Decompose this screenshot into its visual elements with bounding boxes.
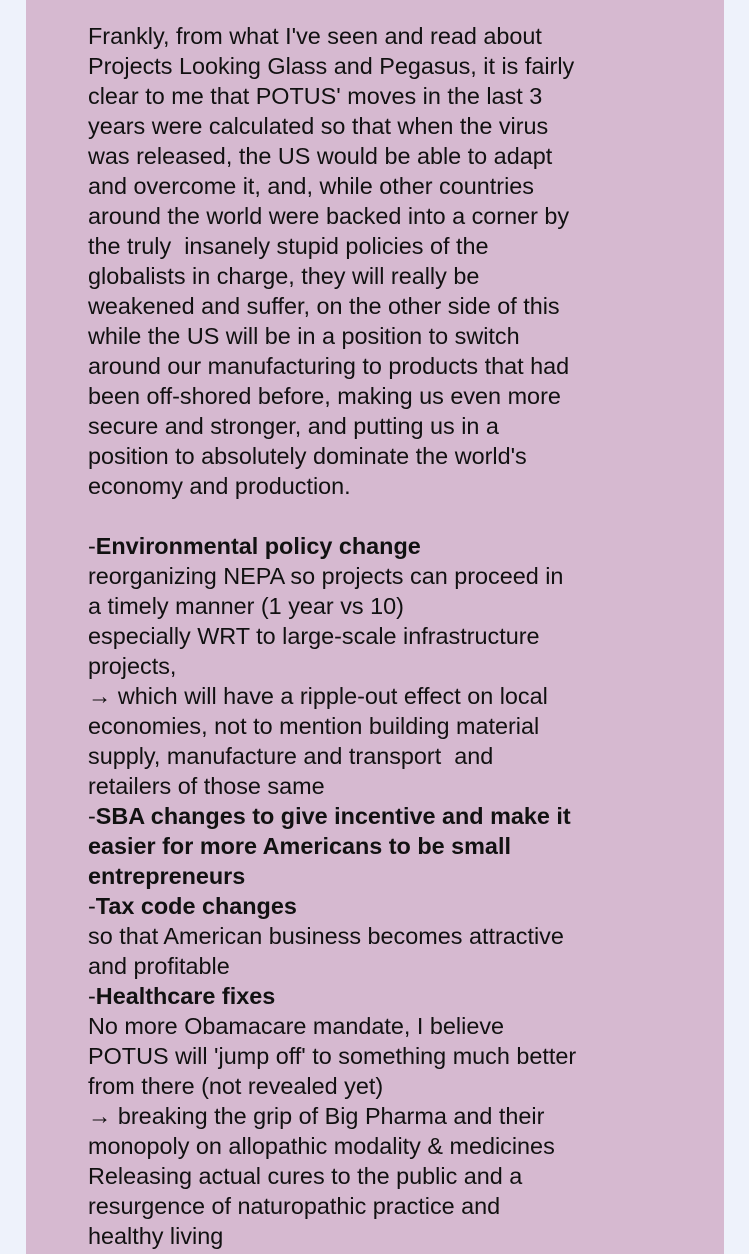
intro-line: Frankly, from what I've seen and read about <box>88 23 542 49</box>
intro-line: was released, the US would be able to adapt <box>88 143 553 169</box>
section-body-line: No more Obamacare mandate, I believe <box>88 1013 505 1039</box>
bullet-dash: - <box>88 983 96 1009</box>
section-body-line: resurgence of naturopathic practice and <box>88 1193 501 1219</box>
intro-line: and overcome it, and, while other countries <box>88 173 534 199</box>
heading-text: Environmental policy change <box>95 533 421 559</box>
section-heading-healthcare <box>88 981 718 1011</box>
bullet-dash: - <box>88 533 96 559</box>
note-text <box>88 21 718 1251</box>
section-body-line: a timely manner (1 year vs 10) <box>88 593 404 619</box>
intro-line: around our manufacturing to products that had <box>88 353 570 379</box>
section-body-line: POTUS will 'jump off' to something much better <box>88 1043 577 1069</box>
note-page <box>26 0 724 1254</box>
heading-text: entrepreneurs <box>88 863 246 889</box>
intro-line: weakened and suffer, on the other side of this <box>88 293 560 319</box>
intro-line: Projects Looking Glass and Pegasus, it is fairly <box>88 53 575 79</box>
heading-text: easier for more Americans to be small <box>88 833 511 859</box>
heading-text: Healthcare fixes <box>95 983 276 1009</box>
section-body-line: and profitable <box>88 953 230 979</box>
intro-line: secure and stronger, and putting us in a <box>88 413 499 439</box>
section-body-line: economies, not to mention building material <box>88 713 540 739</box>
section-body-line: → breaking the grip of Big Pharma and their <box>88 1103 545 1129</box>
section-body-line: → which will have a ripple-out effect on local <box>88 683 548 709</box>
bullet-dash: - <box>88 803 96 829</box>
section-body-line: Releasing actual cures to the public and a <box>88 1163 523 1189</box>
section-body-line: monopoly on allopathic modality & medicines <box>88 1133 555 1159</box>
intro-line: while the US will be in a position to switch <box>88 323 520 349</box>
heading-text: Tax code changes <box>95 893 297 919</box>
intro-line: years were calculated so that when the virus <box>88 113 549 139</box>
section-heading-environmental <box>88 531 718 561</box>
section-body-line: so that American business becomes attractive <box>88 923 564 949</box>
heading-text: SBA changes to give incentive and make it <box>95 803 571 829</box>
section-heading-continued <box>88 831 718 861</box>
section-body-line: projects, <box>88 653 177 679</box>
section-heading-continued <box>88 861 718 891</box>
intro-line: economy and production. <box>88 473 351 499</box>
section-body-line: especially WRT to large-scale infrastructure <box>88 623 540 649</box>
intro-line: globalists in charge, they will really be <box>88 263 480 289</box>
intro-line: clear to me that POTUS' moves in the last 3 <box>88 83 543 109</box>
intro-line: position to absolutely dominate the world's <box>88 443 527 469</box>
section-body-line: healthy living <box>88 1223 224 1249</box>
section-heading-tax <box>88 891 718 921</box>
intro-line: around the world were backed into a corner by <box>88 203 570 229</box>
intro-line: been off-shored before, making us even more <box>88 383 561 409</box>
section-body-line: from there (not revealed yet) <box>88 1073 384 1099</box>
bullet-dash: - <box>88 893 96 919</box>
intro-line: the truly insanely stupid policies of the <box>88 233 489 259</box>
section-body-line: retailers of those same <box>88 773 325 799</box>
section-body-line: supply, manufacture and transport and <box>88 743 494 769</box>
paragraph-gap <box>88 501 718 531</box>
section-heading-sba <box>88 801 718 831</box>
section-body-line: reorganizing NEPA so projects can proceed in <box>88 563 564 589</box>
